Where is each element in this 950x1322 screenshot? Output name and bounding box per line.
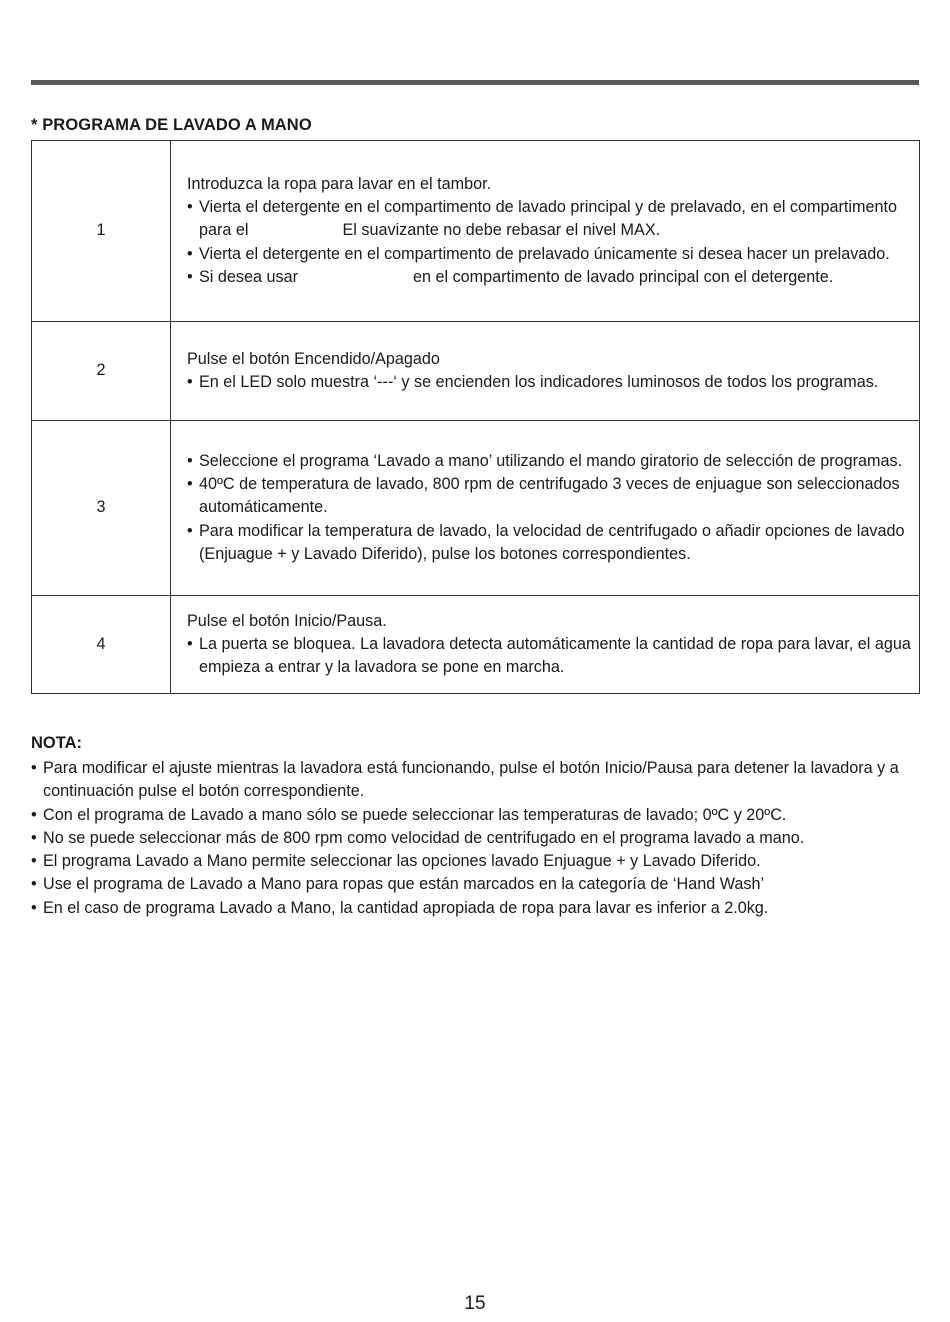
step-content bbox=[171, 421, 920, 596]
step-bullet bbox=[187, 196, 919, 243]
list-item: • Con el programa de Lavado a mano sólo se puede seleccionar las temperaturas de lavado; 0ºC y 20ºC. bbox=[31, 804, 911, 827]
table-row bbox=[32, 322, 920, 421]
bullet-text: El suavizante no debe rebasar el nivel MAX. bbox=[342, 221, 661, 240]
step-intro bbox=[187, 450, 919, 473]
list-item: • Para modificar el ajuste mientras la lavadora está funcionando, pulse el botón Inicio/Pausa para detener la lavadora y a continuación pulse el botón correspondiente. bbox=[31, 757, 911, 804]
step-number: 4 bbox=[32, 596, 171, 694]
section-title: * PROGRAMA DE LAVADO A MANO bbox=[31, 116, 312, 134]
bullet-text: en el compartimento de lavado principal con el detergente. bbox=[412, 267, 834, 286]
list-item: • Use el programa de Lavado a Mano para ropas que están marcados en la categoría de ‘Hand Wash’ bbox=[31, 873, 911, 896]
table-row bbox=[32, 421, 920, 596]
page-number: 15 bbox=[464, 1293, 486, 1314]
steps-table bbox=[31, 140, 920, 694]
step-bullet: • Vierta el detergente en el compartimento de prelavado únicamente si desea hacer un prelavado. bbox=[187, 243, 919, 266]
step-number: 2 bbox=[32, 322, 171, 421]
step-bullet: • La puerta se bloquea. La lavadora detecta automáticamente la cantidad de ropa para lavar, el agua empieza a entrar y la lavadora se pone en marcha. bbox=[187, 633, 919, 680]
bullet-text: Si desea usar bbox=[199, 267, 298, 286]
list-item: • El programa Lavado a Mano permite seleccionar las opciones lavado Enjuague + y Lavado Diferido. bbox=[31, 850, 911, 873]
top-rule bbox=[31, 80, 919, 85]
bullet-text: Vierta el detergente en el compartimento de lavado principal y de prelavado, en el compartimento para el bbox=[199, 198, 897, 240]
list-item: • En el caso de programa Lavado a Mano, la cantidad apropiada de ropa para lavar es inferior a 2.0kg. bbox=[31, 897, 911, 920]
step-bullet: • En el LED solo muestra ‘---‘ y se encienden los indicadores luminosos de todos los programas. bbox=[187, 371, 919, 394]
step-number: 3 bbox=[32, 421, 171, 596]
step-content bbox=[171, 596, 920, 694]
step-content bbox=[171, 141, 920, 322]
step-intro: Introduzca la ropa para lavar en el tambor. bbox=[187, 174, 492, 193]
nota-title: NOTA: bbox=[31, 734, 83, 752]
table-row bbox=[32, 596, 920, 694]
step-bullet: • 40ºC de temperatura de lavado, 800 rpm de centrifugado 3 veces de enjuague son seleccionados automáticamente. bbox=[187, 473, 919, 520]
step-bullet: • Para modificar la temperatura de lavado, la velocidad de centrifugado o añadir opciones de lavado (Enjuague + y Lavado Diferido), pulse los botones correspondientes. bbox=[187, 520, 919, 567]
step-intro: Pulse el botón Encendido/Apagado bbox=[187, 349, 440, 368]
nota-list bbox=[31, 757, 911, 920]
intro-text: Seleccione el programa ‘Lavado a mano’ utilizando el mando giratorio de selección de programas. bbox=[199, 451, 903, 470]
table-row bbox=[32, 141, 920, 322]
list-item: • No se puede seleccionar más de 800 rpm como velocidad de centrifugado en el programa lavado a mano. bbox=[31, 827, 911, 850]
step-bullet bbox=[187, 266, 919, 289]
step-content bbox=[171, 322, 920, 421]
step-intro: Pulse el botón Inicio/Pausa. bbox=[187, 611, 387, 630]
step-number: 1 bbox=[32, 141, 171, 322]
